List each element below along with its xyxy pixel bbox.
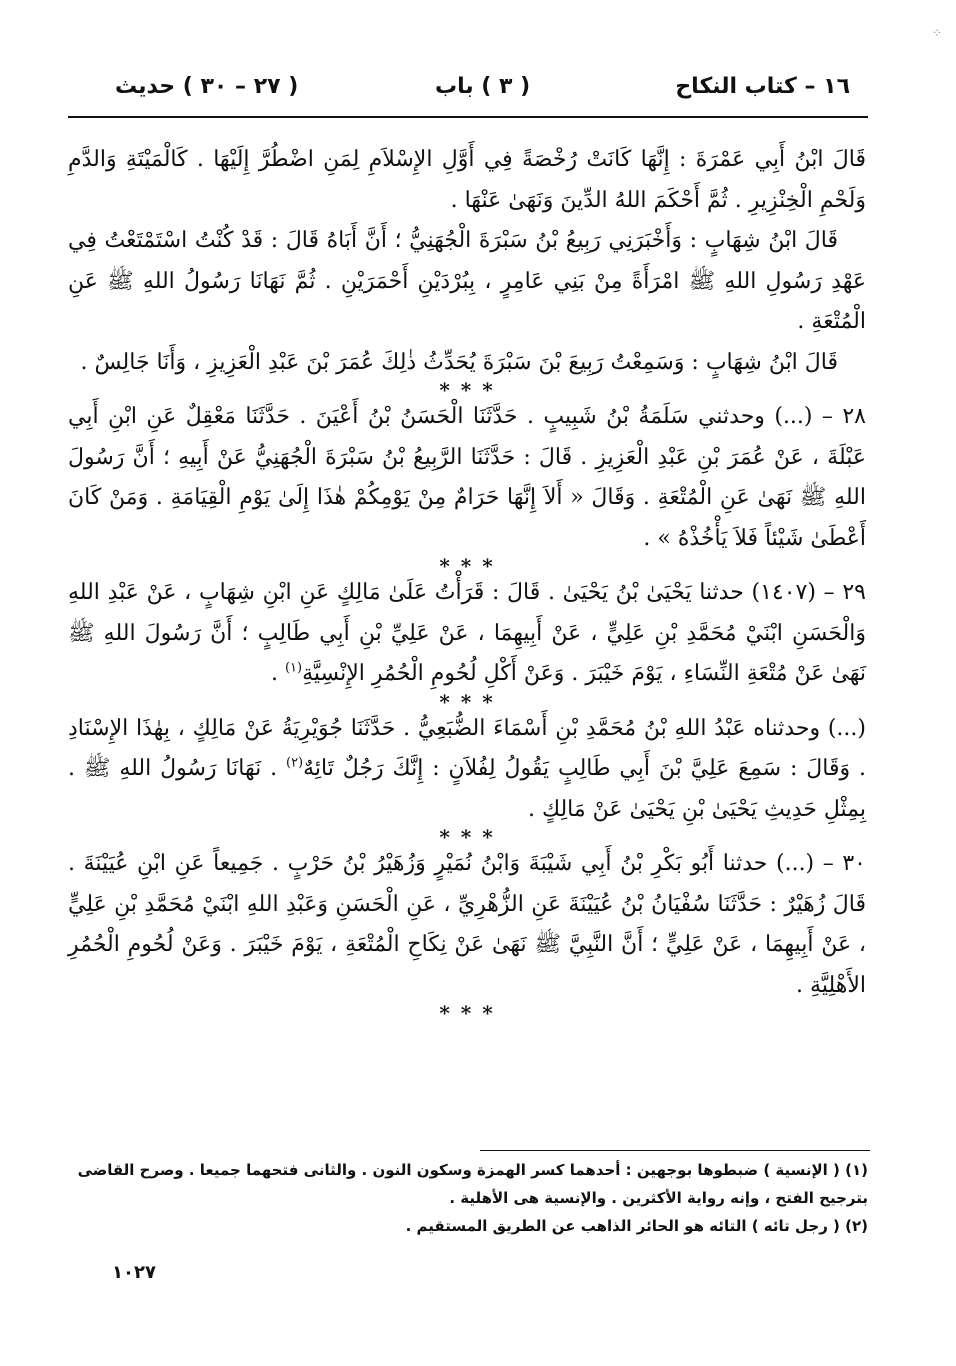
footnote-2: (٢) ( رجل تائه ) التائه هو الحائر الذاهب عن الطريق المستقيم . — [405, 1217, 868, 1235]
page-number: ١٠٢٧ — [112, 1262, 156, 1283]
corner-mark-icon: ⁘ — [931, 26, 942, 40]
main-text — [68, 140, 867, 1025]
running-header — [115, 70, 850, 110]
footnote-ref-1[interactable]: (١) — [284, 660, 303, 676]
section-separator: * * * — [439, 378, 495, 402]
section-separator: * * * — [439, 554, 495, 578]
header-hadith-range: ( ٢٧ – ٣٠ ) حديث — [115, 74, 299, 99]
hadith-29-variant — [68, 709, 866, 831]
header-chapter: ( ٣ ) باب — [435, 74, 531, 99]
hadith-30: ٣٠ – (...) حدثنا أَبُو بَكْرِ بْنُ أَبِي شَيْبَةَ وَابْنُ نُمَيْرٍ وَزُهَيْرُ بْنُ حَرْبٍ . جَمِيعاً عَنِ ابْنِ عُيَيْنَةَ . قَالَ زُهَيْرٌ : حَدَّثَنَا سُفْيَانُ بْنُ عُيَيْنَةَ عَنِ الزُّهْرِيِّ ، عَنِ الْحَسَنِ وَعَبْدِ اللهِ ابْنَيْ مُحَمَّدِ بْنِ عَلِيٍّ ، عَنْ أَبِيهِمَا ، عَنْ عَلِيٍّ ؛ أَنَّ النَّبِيَّ ﷺ نَهَىٰ عَنْ نِكَاحِ الْمُتْعَةِ ، يَوْمَ خَيْبَرَ . وَعَنْ لُحُومِ الْحُمُرِ الأَهْلِيَّةِ . — [68, 851, 866, 998]
hadith-29-variant-text-1: (...) وحدثناه عَبْدُ اللهِ بْنُ مُحَمَّدِ بْنِ أَسْمَاءَ الضُّبَعِيُّ . حَدَّثَنَا جُوَيْرِيَةُ عَنْ مَالِكٍ ، بِهٰذَا الإِسْنَادِ . وَقَالَ : سَمِعَ عَلِيَّ بْنَ أَبِي طَالِبٍ يَقُولُ لِفُلاَنٍ : إِنَّكَ رَجُلٌ تَائِهٌ — [68, 715, 866, 781]
section-separator: * * * — [439, 825, 495, 849]
hadith-29-end: . — [270, 661, 285, 686]
header-divider — [68, 116, 868, 118]
section-separator: * * * — [439, 689, 495, 714]
hadith-28: ٢٨ – (...) وحدثني سَلَمَةُ بْنُ شَبِيبٍ . حَدَّثَنَا الْحَسَنُ بْنُ أَعْيَنَ . حَدَّثَنَا مَعْقِلٌ عَنِ ابْنِ أَبِي عَبْلَةَ ، عَنْ عُمَرَ بْنِ عَبْدِ الْعَزِيزِ . قَالَ : حَدَّثَنَا الرَّبِيعُ بْنُ سَبْرَةَ الْجُهَنِيُّ عَنْ أَبِيهِ ؛ أَنَّ رَسُولَ اللهِ ﷺ نَهَىٰ عَنِ الْمُتْعَةِ . وَقَالَ « أَلاَ إِنَّهَا حَرَامٌ مِنْ يَوْمِكُمْ هٰذَا إِلَىٰ يَوْمِ الْقِيَامَةِ . وَمَنْ كَانَ أَعْطَىٰ شَيْئاً فَلاَ يَأْخُذْهُ » . — [68, 404, 866, 551]
hadith-29-text: ٢٩ – (١٤٠٧) حدثنا يَحْيَىٰ بْنُ يَحْيَىٰ . قَالَ : قَرَأْتُ عَلَىٰ مَالِكٍ عَنِ ابْنِ شِهَابٍ ، عَنْ عَبْدِ اللهِ وَالْحَسَنِ ابْنَيْ مُحَمَّدِ بْنِ عَلِيٍّ ، عَنْ أَبِيهِمَا ، عَنْ عَلِيِّ بْنِ أَبِي طَالِبٍ ؛ أَنَّ رَسُولَ اللهِ ﷺ نَهَىٰ عَنْ مُتْعَةِ النِّسَاءِ ، يَوْمَ خَيْبَرَ . وَعَنْ أَكْلِ لُحُومِ الْحُمُرِ الإِنْسِيَّةِ — [68, 580, 867, 686]
header-book-title: ١٦ – كتاب النكاح — [675, 74, 850, 99]
paragraph-ibn-shihab-1: قَالَ ابْنُ شِهَابٍ : وَأَخْبَرَنِي رَبِيعُ بْنُ سَبْرَةَ الْجُهَنِيُّ ؛ أَنَّ أَبَاهُ قَالَ : قَدْ كُنْتُ اسْتَمْتَعْتُ فِي عَهْدِ رَسُولِ اللهِ ﷺ امْرَأَةً مِنْ بَنِي عَامِرٍ ، بِبُرْدَيْنِ أَحْمَرَيْنِ . ثُمَّ نَهَانَا رَسُولُ اللهِ ﷺ عَنِ الْمُتْعَةِ . — [68, 228, 866, 334]
footnotes — [68, 1156, 868, 1240]
footnote-ref-2[interactable]: (٢) — [285, 755, 304, 771]
paragraph-ibn-abi-amra: قَالَ ابْنُ أَبِي عَمْرَةَ : إِنَّهَا كَانَتْ رُخْصَةً فِي أَوَّلِ الإِسْلاَمِ لِمَنِ اضْطُرَّ إِلَيْهَا . كَالْمَيْتَةِ وَالدَّمِ وَلَحْمِ الْخِنْزِيرِ . ثُمَّ أَحْكَمَ اللهُ الدِّينَ وَنَهَىٰ عَنْهَا . — [68, 147, 866, 213]
section-separator: * * * — [439, 1001, 495, 1025]
hadith-29 — [68, 573, 866, 695]
hadith-29-variant-text-2: . نَهَانَا رَسُولُ اللهِ ﷺ . بِمِثْلِ حَدِيثِ يَحْيَىٰ بْنِ يَحْيَىٰ عَنْ مَالِكٍ . — [68, 756, 866, 822]
footnote-1: (١) ( الإنسية ) ضبطوها بوجهين : أحدهما كسر الهمزة وسكون النون . والثانى فتحهما جميعا . وصرح القاضى بترجيح الفتح ، وإنه رواية الأكثرين . والإنسية هى الأهلية . — [77, 1161, 868, 1207]
footnote-divider — [480, 1150, 870, 1151]
paragraph-ibn-shihab-2: قَالَ ابْنُ شِهَابٍ : وَسَمِعْتُ رَبِيعَ بْنَ سَبْرَةَ يُحَدِّثُ ذٰلِكَ عُمَرَ بْنَ عَبْدِ الْعَزِيزِ ، وَأَنَا جَالِسٌ . — [80, 349, 838, 375]
